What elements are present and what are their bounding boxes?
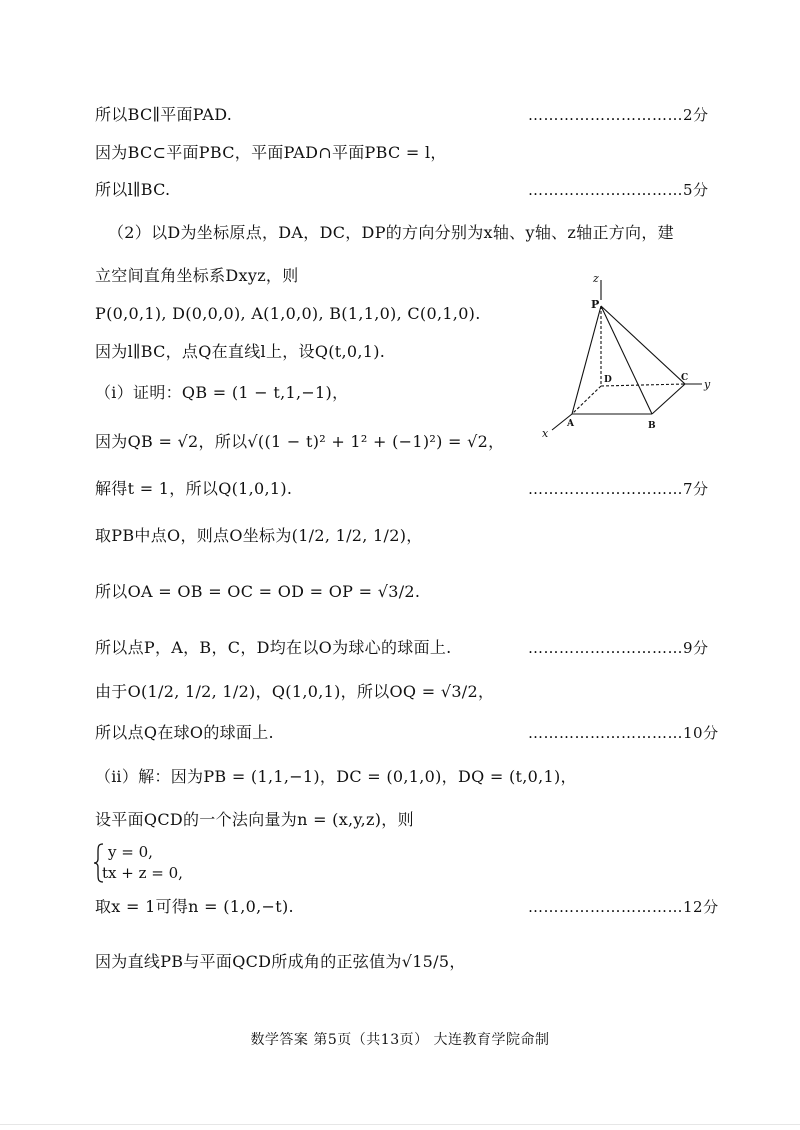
label-a: A: [567, 419, 574, 429]
equation-system: [92, 842, 212, 884]
line-q-on-sphere: 所以点Q在球O的球面上.: [95, 723, 274, 742]
label-x: x: [542, 427, 549, 440]
edge-da: [572, 386, 601, 414]
edge-dc: [601, 384, 685, 386]
score-5: …………………………5分: [528, 181, 709, 199]
line-take-x-one: 取x = 1可得n = (1,0,−t).: [95, 897, 294, 916]
line-coordinate-system: 立空间直角坐标系Dxyz，则: [95, 266, 299, 285]
pyramid-figure: [530, 268, 720, 443]
label-c: C: [681, 373, 689, 383]
line-part-ii-vectors: （ⅱ）解：因为PB = (1,1,−1)，DC = (0,1,0)，DQ = (t,0,1)，: [95, 767, 577, 786]
line-solve-t: 解得t = 1，所以Q(1,0,1).: [95, 479, 293, 498]
label-y: y: [704, 378, 711, 391]
line-normal-vector: 设平面QCD的一个法向量为n = (x,y,z)，则: [95, 810, 414, 829]
score-2: …………………………2分: [528, 106, 709, 124]
edge-pc: [601, 306, 685, 384]
line-midpoint-o: 取PB中点O，则点O坐标为(1/2, 1/2, 1/2)，: [95, 526, 423, 545]
line-sine-angle: 因为直线PB与平面QCD所成角的正弦值为√15/5，: [95, 952, 466, 971]
edge-bc: [652, 384, 685, 414]
score-9: …………………………9分: [528, 639, 709, 657]
equation-y-zero: y = 0,: [108, 843, 153, 861]
line-set-q: 因为l∥BC，点Q在直线l上，设Q(t,0,1).: [95, 342, 386, 361]
score-12: …………………………12分: [528, 898, 719, 916]
line-bc-parallel-pad: 所以BC∥平面PAD.: [95, 105, 233, 124]
label-p: P: [591, 298, 600, 311]
page-footer: 数学答案 第5页（共13页） 大连教育学院命制: [250, 1032, 550, 1048]
line-qb-length: 因为QB = √2，所以√((1 − t)² + 1² + (−1)²) = √2，: [95, 432, 505, 451]
page-bottom-divider: [0, 1124, 800, 1125]
line-plane-intersection: 因为BC⊂平面PBC，平面PAD∩平面PBC = l，: [95, 143, 447, 162]
line-l-parallel-bc: 所以l∥BC.: [95, 180, 171, 199]
line-oq-distance: 由于O(1/2, 1/2, 1/2)，Q(1,0,1)，所以OQ = √3/2，: [95, 682, 495, 701]
label-b: B: [648, 421, 656, 431]
line-proof-qb-vector: （ⅰ）证明：QB = (1 − t,1,−1)，: [95, 383, 349, 402]
line-part2-setup: （2）以D为坐标原点，DA，DC，DP的方向分别为x轴、y轴、z轴正方向，建: [108, 223, 674, 242]
line-point-coordinates: P(0,0,1), D(0,0,0), A(1,0,0), B(1,1,0), C(0,1,0).: [95, 304, 481, 323]
label-d: D: [604, 375, 612, 385]
line-points-on-sphere: 所以点P，A，B，C，D均在以O为球心的球面上.: [95, 638, 452, 657]
score-7: …………………………7分: [528, 480, 709, 498]
edge-pb: [601, 306, 652, 414]
equation-tx-plus-z: tx + z = 0,: [102, 864, 183, 882]
label-z: z: [593, 272, 599, 285]
edge-pa: [572, 306, 601, 414]
score-10: …………………………10分: [528, 724, 719, 742]
line-equal-distances: 所以OA = OB = OC = OD = OP = √3/2.: [95, 582, 421, 601]
